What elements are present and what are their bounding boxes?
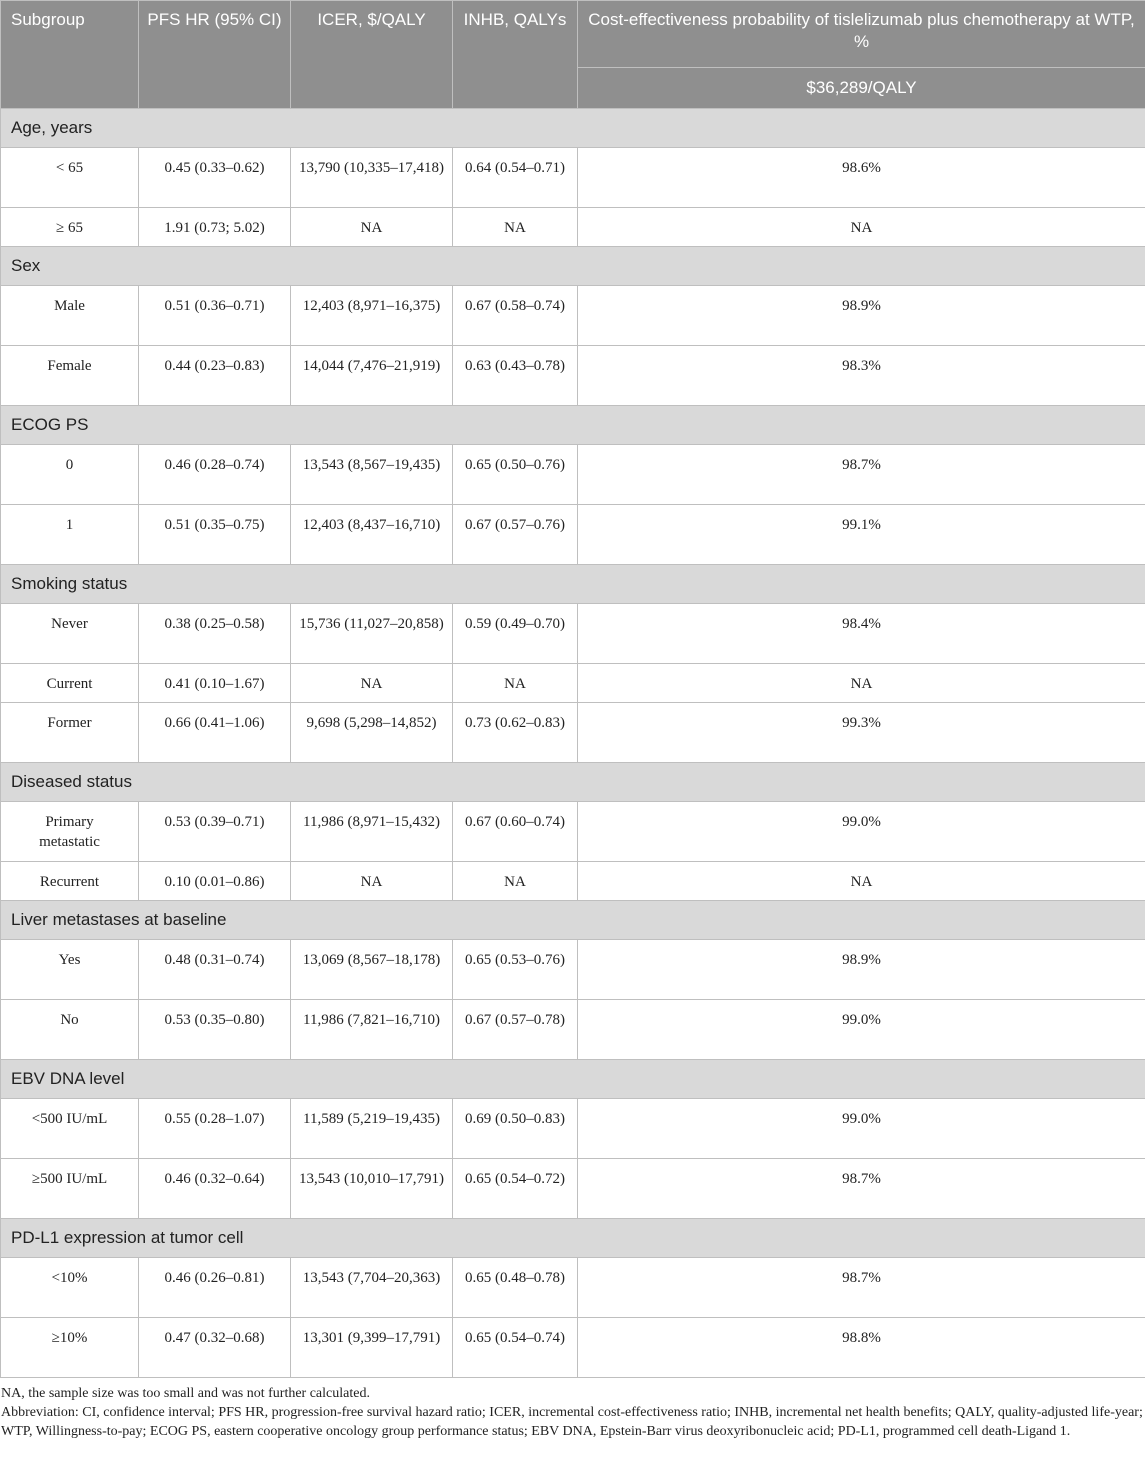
inhb-cell: 0.64 (0.54–0.71) [453,148,578,208]
icer-cell: 13,790 (10,335–17,418) [291,148,453,208]
probability-cell: 98.7% [578,445,1145,505]
subgroup-cell: ≥10% [1,1318,139,1378]
table-row [1,1099,1145,1159]
pfs-hr-cell: 0.51 (0.35–0.75) [139,505,291,565]
pfs-hr-cell: 0.66 (0.41–1.06) [139,703,291,763]
icer-cell: NA [291,862,453,901]
probability-cell: 99.1% [578,505,1145,565]
pfs-hr-cell: 0.10 (0.01–0.86) [139,862,291,901]
pfs-hr-cell: 0.46 (0.32–0.64) [139,1159,291,1219]
subgroup-cell: No [1,1000,139,1060]
pfs-hr-cell: 0.47 (0.32–0.68) [139,1318,291,1378]
table-row [1,505,1145,565]
group-row [1,565,1145,604]
subgroup-cell: Male [1,286,139,346]
group-title: Sex [1,247,1145,286]
header-icer: ICER, $/QALY [291,1,453,109]
table-body [1,109,1145,1378]
table-row [1,664,1145,703]
probability-cell: 98.9% [578,940,1145,1000]
group-row [1,1219,1145,1258]
header-probability: Cost-effectiveness probability of tislelizumab plus chemotherapy at WTP, % [578,1,1145,68]
icer-cell: 12,403 (8,971–16,375) [291,286,453,346]
pfs-hr-cell: 0.46 (0.28–0.74) [139,445,291,505]
probability-cell: NA [578,664,1145,703]
probability-cell: 98.4% [578,604,1145,664]
icer-cell: NA [291,208,453,247]
group-row [1,901,1145,940]
header-subgroup: Subgroup [1,1,139,109]
subgroup-cell: ≥ 65 [1,208,139,247]
icer-cell: 9,698 (5,298–14,852) [291,703,453,763]
group-title: Liver metastases at baseline [1,901,1145,940]
probability-cell: NA [578,862,1145,901]
probability-cell: 99.0% [578,802,1145,862]
inhb-cell: 0.65 (0.48–0.78) [453,1258,578,1318]
probability-cell: 99.0% [578,1000,1145,1060]
pfs-hr-cell: 0.53 (0.35–0.80) [139,1000,291,1060]
icer-cell: 12,403 (8,437–16,710) [291,505,453,565]
inhb-cell: 0.65 (0.54–0.72) [453,1159,578,1219]
subgroup-cell: Never [1,604,139,664]
icer-cell: 11,986 (7,821–16,710) [291,1000,453,1060]
probability-cell: 99.3% [578,703,1145,763]
pfs-hr-cell: 0.48 (0.31–0.74) [139,940,291,1000]
subgroup-cell: <10% [1,1258,139,1318]
inhb-cell: 0.69 (0.50–0.83) [453,1099,578,1159]
subgroup-cell: Primary metastatic [1,802,139,862]
pfs-hr-cell: 0.44 (0.23–0.83) [139,346,291,406]
group-title: ECOG PS [1,406,1145,445]
probability-cell: 99.0% [578,1099,1145,1159]
subgroup-cell: Recurrent [1,862,139,901]
subgroup-cell: <500 IU/mL [1,1099,139,1159]
table-row [1,346,1145,406]
probability-cell: 98.6% [578,148,1145,208]
probability-cell: 98.3% [578,346,1145,406]
subgroup-cell: 0 [1,445,139,505]
inhb-cell: 0.63 (0.43–0.78) [453,346,578,406]
icer-cell: 13,543 (8,567–19,435) [291,445,453,505]
pfs-hr-cell: 1.91 (0.73; 5.02) [139,208,291,247]
pfs-hr-cell: 0.38 (0.25–0.58) [139,604,291,664]
probability-cell: 98.7% [578,1258,1145,1318]
table-row [1,445,1145,505]
header-inhb: INHB, QALYs [453,1,578,109]
probability-cell: 98.7% [578,1159,1145,1219]
table-row [1,286,1145,346]
na-footnote: NA, the sample size was too small and was not further calculated. [1,1386,370,1401]
pfs-hr-cell: 0.41 (0.10–1.67) [139,664,291,703]
inhb-cell: 0.67 (0.57–0.76) [453,505,578,565]
abbreviations-footnote: Abbreviation: CI, confidence interval; PFS HR, progression-free survival hazard ratio; ICER, incremental cost-effectiveness ratio; INHB, incremental net health benefits; QALY, quality-adjusted life-year; WTP, Willingness-to-pay; ECOG PS, eastern cooperative oncology group performance status; EBV DNA, Epstein-Barr virus deoxyribonucleic acid; PD-L1, programmed cell death-Ligand 1. [1,1405,1143,1439]
pfs-hr-cell: 0.51 (0.36–0.71) [139,286,291,346]
subgroup-cell: ≥500 IU/mL [1,1159,139,1219]
inhb-cell: 0.73 (0.62–0.83) [453,703,578,763]
group-row [1,1060,1145,1099]
subgroup-cell: < 65 [1,148,139,208]
header-wtp: $36,289/QALY [578,68,1145,109]
table-row [1,1318,1145,1378]
probability-cell: 98.8% [578,1318,1145,1378]
group-title: PD-L1 expression at tumor cell [1,1219,1145,1258]
inhb-cell: NA [453,208,578,247]
table-row [1,208,1145,247]
inhb-cell: 0.59 (0.49–0.70) [453,604,578,664]
inhb-cell: 0.65 (0.54–0.74) [453,1318,578,1378]
icer-cell: 14,044 (7,476–21,919) [291,346,453,406]
subgroup-cell: Yes [1,940,139,1000]
group-row [1,247,1145,286]
icer-cell: 13,301 (9,399–17,791) [291,1318,453,1378]
group-title: Age, years [1,109,1145,148]
subgroup-cell: Former [1,703,139,763]
group-title: EBV DNA level [1,1060,1145,1099]
icer-cell: 11,589 (5,219–19,435) [291,1099,453,1159]
table-row [1,862,1145,901]
icer-cell: 11,986 (8,971–15,432) [291,802,453,862]
header-pfs-hr: PFS HR (95% CI) [139,1,291,109]
group-title: Diseased status [1,763,1145,802]
subgroup-cell: 1 [1,505,139,565]
pfs-hr-cell: 0.45 (0.33–0.62) [139,148,291,208]
inhb-cell: NA [453,862,578,901]
inhb-cell: 0.65 (0.53–0.76) [453,940,578,1000]
table-row [1,148,1145,208]
inhb-cell: 0.67 (0.58–0.74) [453,286,578,346]
icer-cell: 13,543 (10,010–17,791) [291,1159,453,1219]
subgroup-cell: Female [1,346,139,406]
probability-cell: 98.9% [578,286,1145,346]
group-row [1,109,1145,148]
pfs-hr-cell: 0.55 (0.28–1.07) [139,1099,291,1159]
table-row [1,802,1145,862]
pfs-hr-cell: 0.46 (0.26–0.81) [139,1258,291,1318]
subgroup-cell: Current [1,664,139,703]
table-footnotes [0,1378,1145,1441]
table-row [1,1000,1145,1060]
icer-cell: 13,069 (8,567–18,178) [291,940,453,1000]
table-row [1,1258,1145,1318]
icer-cell: 15,736 (11,027–20,858) [291,604,453,664]
table-row [1,940,1145,1000]
table-row [1,703,1145,763]
pfs-hr-cell: 0.53 (0.39–0.71) [139,802,291,862]
inhb-cell: 0.67 (0.57–0.78) [453,1000,578,1060]
table-row [1,604,1145,664]
probability-cell: NA [578,208,1145,247]
icer-cell: NA [291,664,453,703]
icer-cell: 13,543 (7,704–20,363) [291,1258,453,1318]
group-row [1,406,1145,445]
inhb-cell: 0.65 (0.50–0.76) [453,445,578,505]
inhb-cell: 0.67 (0.60–0.74) [453,802,578,862]
inhb-cell: NA [453,664,578,703]
table-row [1,1159,1145,1219]
group-title: Smoking status [1,565,1145,604]
group-row [1,763,1145,802]
